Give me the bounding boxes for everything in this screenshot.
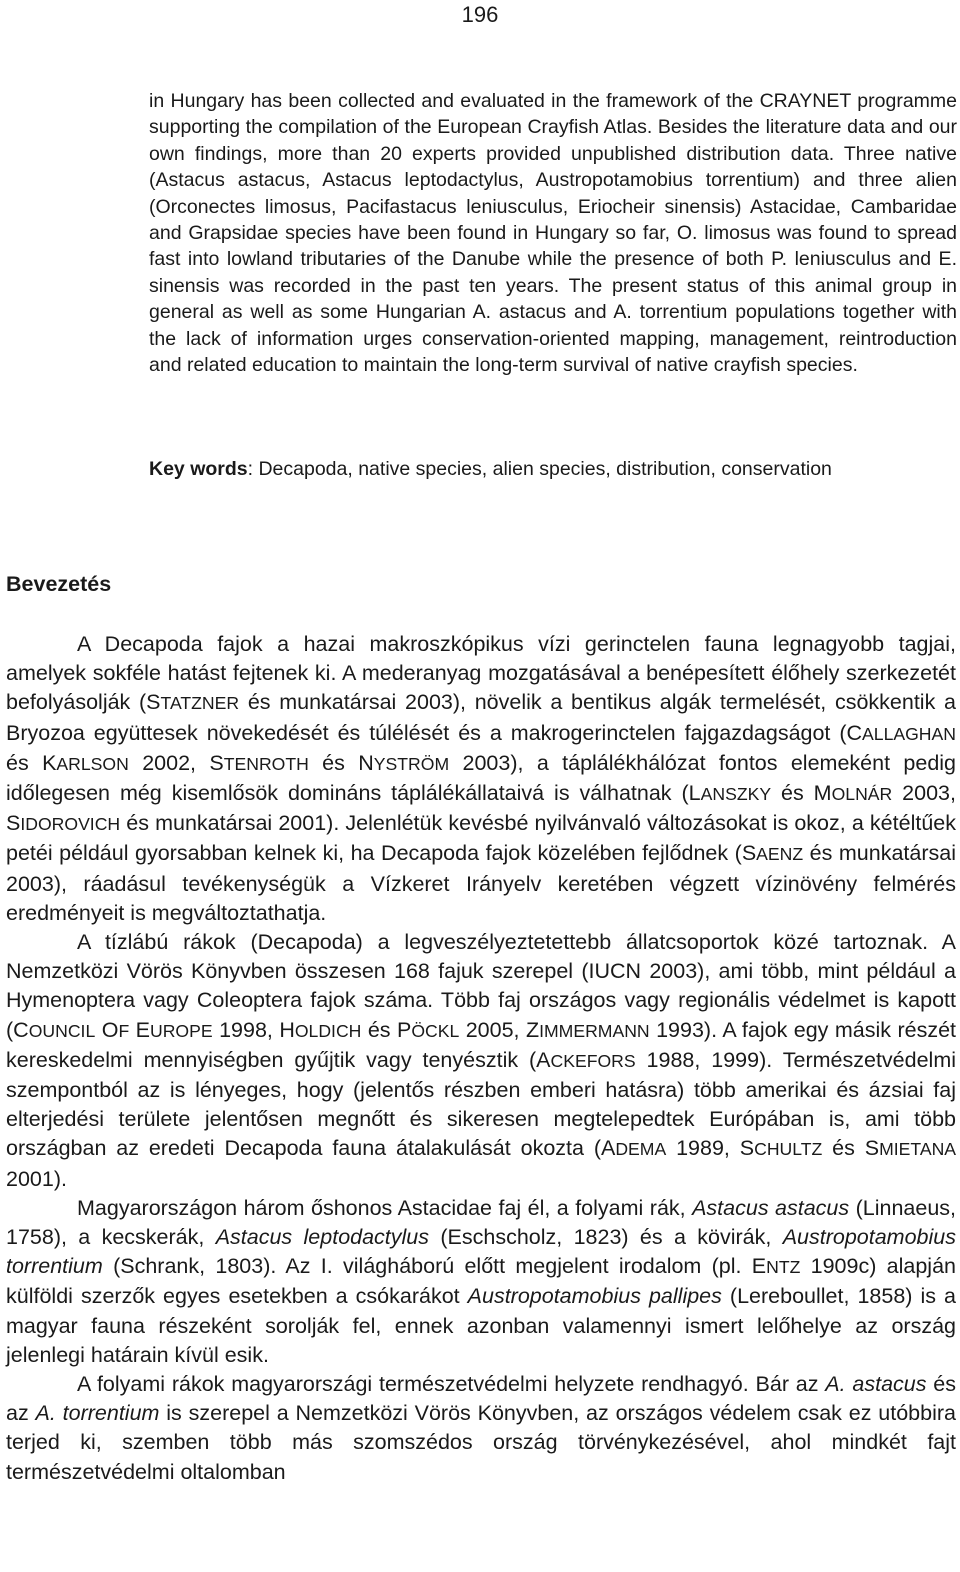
keywords-list: Decapoda, native species, alien species, distribution, conservation xyxy=(258,458,832,480)
species-name: A. astacus xyxy=(825,1372,927,1397)
abstract-paragraph: in Hungary has been collected and evaluated in the framework of the CRAYNET programme supporting the compilation of the European Crayfish Atlas. Besides the literature data and our own findings, more than 20 experts provided unpublished distribution data. Three native (Astacus astacus, Astacus leptodactylus, Austropotamobius torrentium) and three alien (Orconectes limosus, Pacifastacus leniusculus, Eriocheir sinensis) Astacidae, Cambaridae and Grapsidae species have been found in Hungary so far, O. limosus was found to spread fast into lowland tributaries of the Danube while the presence of both P. leniusculus and E. sinensis was recorded in the past ten years. The present status of this animal group in general as well as some Hungarian A. astacus and A. torrentium populations together with the lack of information urges conservation-oriented mapping, management, reintroduction and related education to maintain the long-term survival of native crayfish species. xyxy=(149,90,957,377)
species-name: Austropotamobius torrentium xyxy=(6,1225,956,1279)
keywords xyxy=(149,456,832,482)
keywords-separator: : xyxy=(247,458,259,480)
keywords-label: Key words xyxy=(149,458,248,480)
abstract xyxy=(149,88,957,378)
species-name: A. torrentium xyxy=(35,1401,160,1426)
paragraph-1: A Decapoda fajok a hazai makroszkópikus vízi gerinctelen fauna legnagyobb tagjai, amelyek sokféle hatást fejtenek ki. A mederanyag mozgatásával a benépesített élőhely szerkezetét befolyásolják (STATZNER és munkatársai 2003), növelik a bentikus algák termelését, csökkentik a Bryozoa együttesek növekedését és túlélését és a makrogerinctelen fajgazdagságot (CALLAGHAN és KARLSON 2002, STENROTH és NYSTRÖM 2003), a táplálékhálózat fontos elemeként pedig időlegesen még kisemlősök domináns táplálékállataivá is válhatnak (LANSZKY és MOLNÁR 2003, SIDOROVICH és munkatársai 2001). Jelenlétük kevésbé nyilvánvaló változásokat is okoz, a kétéltűek petéi például gyorsabban kelnek ki, ha Decapoda fajok közelében fejlődnek (SAENZ és munkatársai 2003), ráadásul tevékenységük a Vízkeret Irányelv keretében végzett vízinövény felmérés eredményeit is megváltoztathatja. xyxy=(6,632,957,925)
paragraph-3: Magyarországon három őshonos Astacidae faj él, a folyami rák, Astacus astacus (Linnaeus, 1758), a kecskerák, Astacus leptodactylus (Eschscholz, 1823) és a kövirák, Austropotamobius torrentium (Schrank, 1803). Az I. világháború előtt megjelent irodalom (pl. ENTZ 1909c) alapján külföldi szerzők egyes esetekben a csókarákot Austropotamobius pallipes (Lereboullet, 1858) is a magyar fauna részeként sorolják fel, ennek azonban valamennyi ismert lelőhelye az ország jelenlegi határain kívül esik. xyxy=(6,1195,957,1367)
species-name: Astacus leptodactylus xyxy=(215,1225,430,1250)
page-number: 196 xyxy=(461,2,499,27)
section-title: Bevezetés xyxy=(6,572,112,596)
species-name: Astacus astacus xyxy=(692,1195,850,1220)
paragraph-2: A tízlábú rákok (Decapoda) a legveszélyeztetettebb állatcsoportok közé tartoznak. A Nemzetközi Vörös Könyvben összesen 168 fajuk szerepel (IUCN 2003), ami több, mint például a Hymenoptera vagy Coleoptera fajok száma. Több faj országos vagy regionális védelmet is kapott (COUNCIL OF EUROPE 1998, HOLDICH és PÖCKL 2005, ZIMMERMANN 1993). A fajok egy másik részét kereskedelmi mennyiségben gyűjtik vagy tenyésztik (ACKEFORS 1988, 1999). Természetvédelmi szempontból az is lényeges, hogy (jelentős részben emberi hatásra) több amerikai és ázsiai faj elterjedési területe jelentősen megnőtt és sikeresen megtelepedtek Európában is, ami több országban az eredeti Decapoda fauna átalakulását okozta (ADEMA 1989, SCHULTZ és SMIETANA 2001). xyxy=(6,930,957,1191)
species-name: Austropotamobius pallipes xyxy=(467,1284,722,1309)
paragraph-4: A folyami rákok magyarországi természetvédelmi helyzete rendhagyó. Bár az A. astacus és az A. torrentium is szerepel a Nemzetközi Vörös Könyvben, az országos védelem csak ez utóbbira terjed ki, szemben több más szomszédos ország törvénykezésével, ahol mindkét fajt természetvédelmi oltalomban xyxy=(6,1372,957,1484)
body-text xyxy=(6,630,956,1487)
